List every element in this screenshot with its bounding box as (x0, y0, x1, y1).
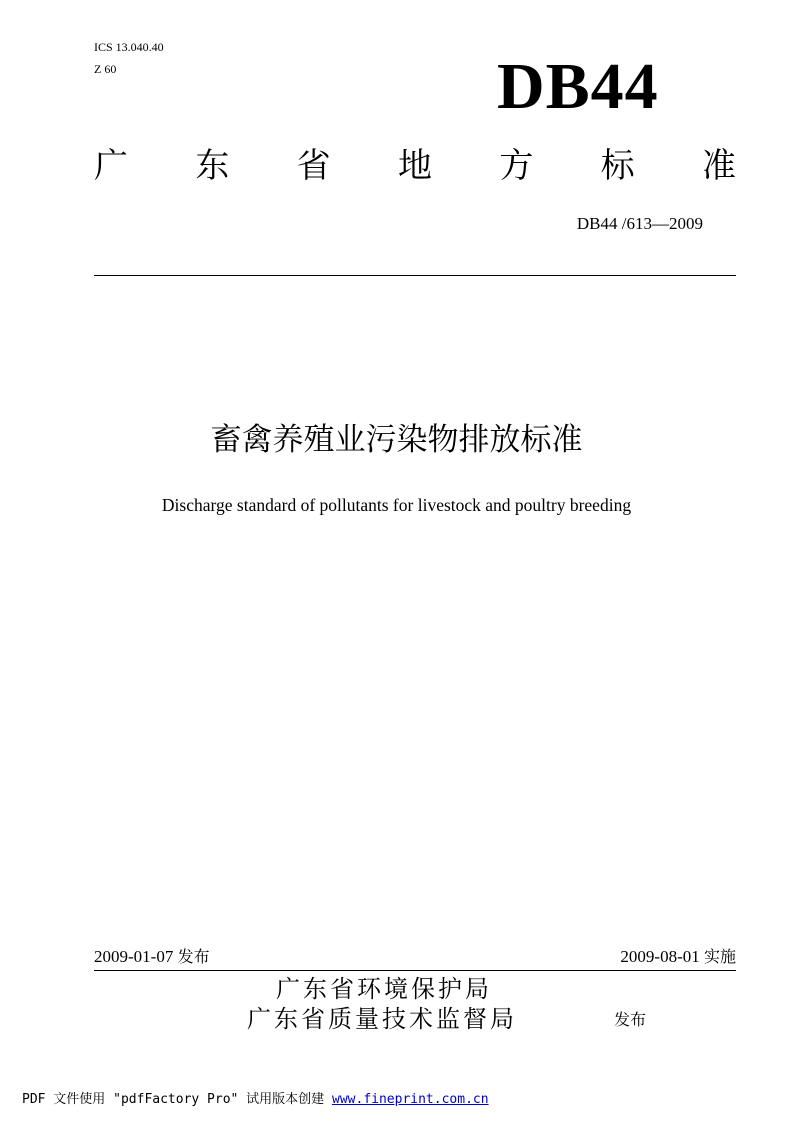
ccs-code: Z 60 (94, 62, 117, 76)
implement-date-value: 2009-08-01 (620, 947, 700, 966)
standard-type-char: 准 (701, 146, 736, 186)
standard-type-char: 东 (195, 146, 230, 186)
issue-date-value: 2009-01-07 (94, 947, 174, 966)
standard-type-char: 标 (600, 146, 635, 186)
pdf-footer-note (22, 1092, 489, 1108)
standard-type-char: 省 (296, 146, 331, 186)
footer-link[interactable]: www.fineprint.com.cn (332, 1092, 489, 1107)
db-logo: DB44 (497, 50, 659, 123)
standard-number: DB44 /613—2009 (576, 214, 703, 233)
standard-type-title (94, 146, 736, 186)
footer-text: PDF 文件使用 "pdfFactory Pro" 试用版本创建 (22, 1092, 333, 1107)
issuer-quality-bureau: 广东省质量技术监督局 (247, 1005, 517, 1033)
standard-type-char: 地 (397, 146, 432, 186)
issuer-suffix: 发布 (614, 1010, 647, 1029)
implement-date (620, 946, 736, 968)
document-title-english: Discharge standard of pollutants for livestock and poultry breeding (161, 495, 632, 515)
top-divider (94, 275, 736, 276)
issue-date (94, 946, 210, 968)
bottom-divider (94, 970, 736, 971)
document-title-chinese: 畜禽养殖业污染物排放标准 (210, 422, 583, 458)
issue-date-label: 发布 (177, 947, 210, 966)
issuer-environmental-bureau: 广东省环境保护局 (276, 975, 492, 1003)
implement-date-label: 实施 (703, 947, 736, 966)
standard-type-char: 广 (94, 146, 128, 186)
ics-code: ICS 13.040.40 (94, 40, 164, 54)
standard-type-char: 方 (499, 146, 534, 186)
